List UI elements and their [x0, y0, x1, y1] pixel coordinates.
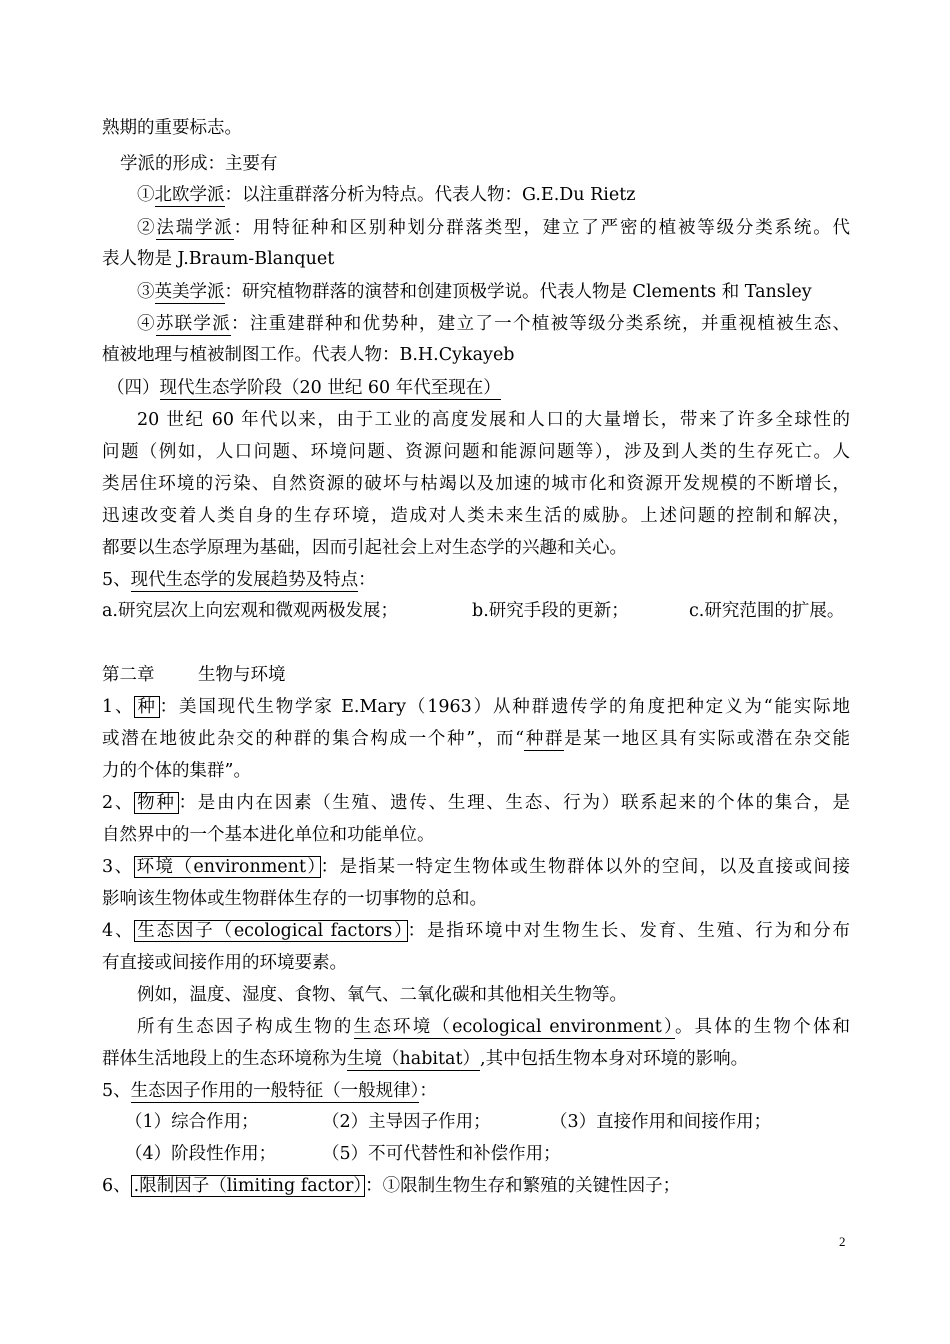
term-double-underlined: 生态环境（ecological environment） — [354, 1017, 675, 1039]
definition-environment: 3、 环境（environment） ：是指某一特定生物体或生物群体以外的空间，以及直接或间接 — [102, 857, 850, 877]
term-boxed: 种 — [134, 696, 159, 718]
numbered-heading: 5、现代生态学的发展趋势及特点： — [102, 568, 850, 592]
text-line: 20 世纪 60 年代以来，由于工业的高度发展和人口的大量增长，带来了许多全球性的 — [137, 410, 850, 430]
text-line: 群体生活地段上的生态环境称为生境（habitat）,其中包括生物本身对环境的影响。 — [102, 1047, 850, 1071]
term-boxed: .限制因子（limiting factor） — [131, 1175, 366, 1197]
text-line: 自然界中的一个基本进化单位和功能单位。 — [102, 825, 435, 845]
term-double-underlined: 现代生态学的发展趋势及特点 — [131, 570, 359, 592]
term-double-underlined: 生态因子作用的一般特征（一般规律） — [131, 1081, 420, 1103]
school-item-zurich-montpellier: ②法瑞学派：用特征种和区别种划分群落类型，建立了严密的植被等级分类系统。代 — [137, 218, 850, 238]
trend-list: a.研究层次上向宏观和微观两极发展； b.研究手段的更新； c.研究范围的扩展。 — [102, 601, 845, 621]
text-line: 影响该生物体或生物群体生存的一切事物的总和。 — [102, 889, 487, 909]
text-line: 学派的形成：主要有 — [120, 154, 278, 174]
definition-ecological-factors: 4、 生态因子（ecological factors） ：是指环境中对生物生长、发育、生殖、行为和分布 — [102, 921, 850, 941]
definition-biological-species: 2、 物种 ：是由内在因素（生殖、遗传、生理、生态、行为）联系起来的个体的集合，是 — [102, 793, 850, 813]
text-line: 都要以生态学原理为基础，因而引起社会上对生态学的兴趣和关心。 — [102, 538, 627, 558]
text-line: 熟期的重要标志。 — [102, 118, 242, 138]
definition-species: 1、 种 ：美国现代生物学家 E.Mary（1963）从种群遗传学的角度把种定义为“能实际地 — [102, 697, 850, 717]
text-line: 所有生态因子构成生物的生态环境（ecological environment）。具体的生物个体和 — [137, 1015, 850, 1039]
definition-limiting-factor: 6、 .限制因子（limiting factor） ：①限制生物生存和繁殖的关键性因子； — [102, 1176, 681, 1196]
term-double-underlined: 生境（habitat） — [347, 1049, 480, 1071]
term-underlined: 苏联学派 — [155, 314, 232, 334]
section-heading: （四）现代生态学阶段（20 世纪 60 年代至现在） — [107, 376, 855, 400]
term-boxed: 环境（environment） — [134, 856, 321, 878]
text-line: 或潜在地彼此杂交的种群的集合构成一个种”，而“种群是某一地区具有实际或潜在杂交能 — [102, 727, 850, 751]
text-line: 力的个体的集群”。 — [102, 761, 251, 781]
numbered-heading: 5、生态因子作用的一般特征（一般规律）： — [102, 1079, 850, 1103]
text-line: 植被地理与植被制图工作。代表人物：B.H.Cykayeb — [102, 345, 515, 365]
term-underlined: 英美学派 — [154, 282, 225, 302]
term-double-underlined: 种群 — [524, 729, 564, 751]
term-underlined: 法瑞学派 — [156, 218, 234, 238]
school-item-anglo-american: ③英美学派：研究植物群落的演替和创建顶极学说。代表人物是 Clements 和 Tansley — [137, 282, 812, 302]
term-underlined: 北欧学派 — [154, 185, 225, 205]
term-double-underlined: 现代生态学阶段（20 世纪 60 年代至现在） — [160, 378, 501, 400]
text-line: 迅速改变着人类自身的生存环境，造成对人类未来生活的威胁。上述问题的控制和解决， — [102, 506, 850, 526]
text-line: 例如，温度、湿度、食物、氧气、二氧化碳和其他相关生物等。 — [137, 985, 627, 1005]
term-boxed: 生态因子（ecological factors） — [134, 920, 407, 942]
school-item-soviet: ④苏联学派：注重建群种和优势种，建立了一个植被等级分类系统，并重视植被生态、 — [137, 314, 850, 334]
chapter-title: 第二章 生物与环境 — [102, 665, 286, 685]
school-item-north-europe: ①北欧学派：以注重群落分析为特点。代表人物：G.E.Du Rietz — [137, 185, 636, 205]
text-line: 问题（例如，人口问题、环境问题、资源问题和能源问题等），涉及到人类的生存死亡。人 — [102, 442, 850, 462]
text-line: 类居住环境的污染、自然资源的破坏与枯竭以及加速的城市化和资源开发规模的不断增长， — [102, 474, 850, 494]
term-boxed: 物种 — [134, 792, 178, 814]
text-line: 表人物是 J.Braum-Blanquet — [102, 249, 335, 269]
feature-list-row: （1）综合作用； （2）主导因子作用； （3）直接作用和间接作用； — [125, 1112, 772, 1132]
feature-list-row: （4）阶段性作用； （5）不可代替性和补偿作用； — [125, 1144, 561, 1164]
text-line: 有直接或间接作用的环境要素。 — [102, 953, 347, 973]
page-number: 2 — [839, 1234, 846, 1249]
